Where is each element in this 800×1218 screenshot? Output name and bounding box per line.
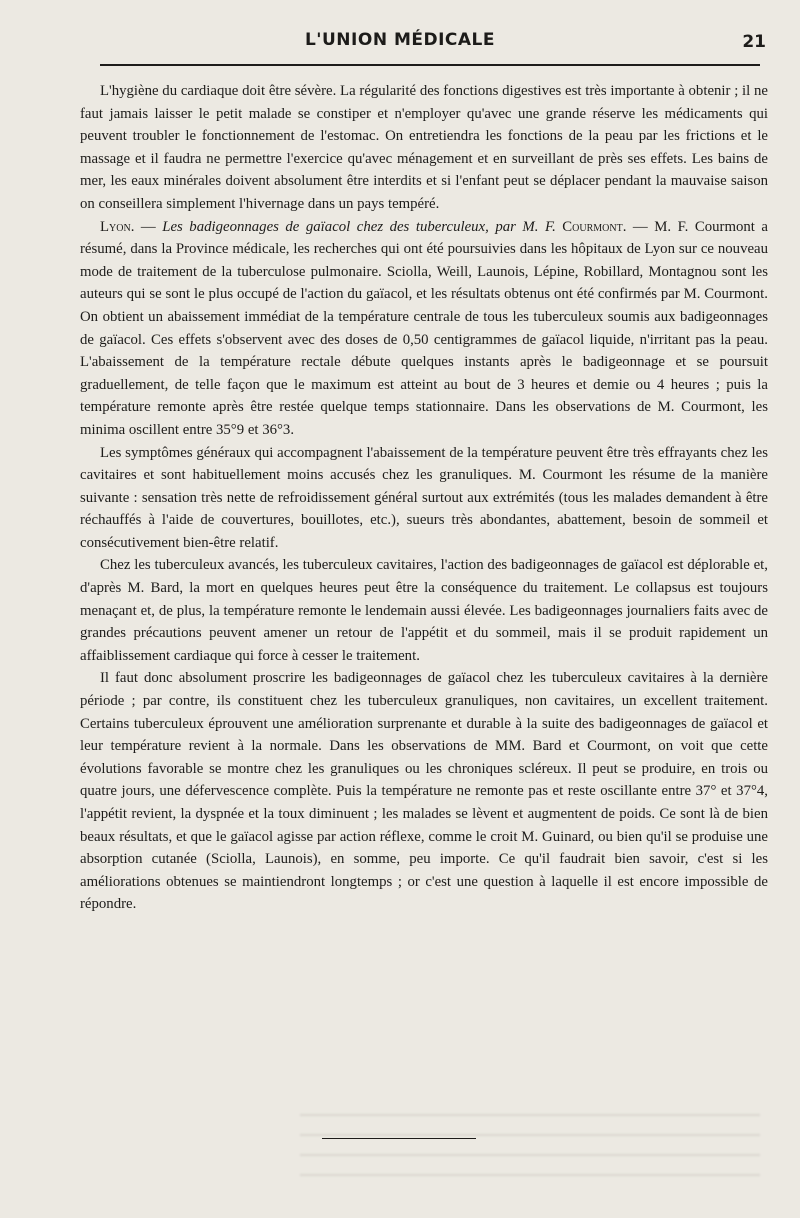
header-rule	[100, 64, 760, 66]
closing-rule	[322, 1138, 476, 1139]
city-heading: Lyon.	[100, 218, 135, 235]
journal-title: L'UNION MÉDICALE	[304, 30, 496, 50]
heading-dash: —	[134, 218, 163, 235]
paragraph-gaiacol-intro	[80, 216, 768, 442]
page-number: 21	[742, 32, 766, 52]
paragraph-conclusion: Il faut donc absolument proscrire les badigeonnages de gaïacol chez les tuberculeux cavitaires à la dernière période ; par contre, ils constituent chez les tuberculeux granuliques, non cavitaires, un excellent traitement. Certains tuberculeux éprouvent une amélioration surprenante et durable à la suite des badigeonnages de gaïacol et leur température revient à la normale. Dans les observations de MM. Bard et Courmont, on voit que cette évolutions favorable se montre chez les granuliques ou les chroniques scléreux. Il peut se produire, en trois ou quatre jours, une défervescence complète. Puis la température ne remonte pas et reste oscillante entre 37° et 37°4, l'appétit revient, la dyspnée et la toux diminuent ; les malades se lèvent et augmentent de poids. Ce sont là de bien beaux résultats, et que le gaïacol agisse par action réflexe, comme le croit M. Guinard, ou bien qu'il se produise une absorption cutanée (Sciolla, Launois), en somme, peu importe. Ce qu'il faudrait bien savoir, c'est si les améliorations obtenues se maintiendront longtemps ; or c'est une question à laquelle il est encore impossible de répondre.	[80, 670, 768, 913]
running-head	[0, 26, 800, 56]
paragraph-advanced-tuberculosis: Chez les tuberculeux avancés, les tuberculeux cavitaires, l'action des badigeonnages de gaïacol est déplorable et, d'après M. Bard, la mort en quelques heures peut être la conséquence du traitement. Le collapsus est toujours menaçant et, de plus, la température remonte le lendemain aussi élevée. Les badigeonnages journaliers faits avec de grandes précautions peuvent amener un retour de l'appétit et du sommeil, mais il se produit rapidement un affaiblissement cardiaque qui force à cesser le traitement.	[80, 557, 768, 664]
paragraph-gaiacol-summary: — M. F. Courmont a résumé, dans la Province médicale, les recherches qui ont été poursuivies dans les hôpitaux de Lyon sur ce nouveau mode de traitement de la tuberculose pulmonaire. Sciolla, Weill, Launois, Lépine, Robillard, Montagnou sont les auteurs qui se sont le plus occupé de l'action du gaïacol, et les résultats obtenus ont été confirmés par M. Courmont. On obtient un abaissement immédiat de la température centrale de tous les tuberculeux soumis aux badigeonnages de gaïacol. Ces effets s'observent avec des doses de 0,50 centigrammes de gaïacol liquide, n'irritant pas la peau. L'abaissement de la température rectale débute quelques instants après le badigeonnage et se poursuit graduellement, de telle façon que le maximum est atteint au bout de 3 heures et demie ou 4 heures ; puis la température remonte après être restée quelque temps stationnaire. Dans les observations de M. Courmont, les minima oscillent entre 35°9 et 36°3.	[80, 218, 768, 438]
article-author: Courmont.	[555, 218, 627, 235]
show-through-text	[300, 1100, 760, 1180]
paragraph-general-symptoms: Les symptômes généraux qui accompagnent l'abaissement de la température peuvent être très effrayants chez les cavitaires et sont habituellement moins accusés chez les granuliques. M. Courmont les résume de la manière suivante : sensation très nette de refroidissement général surtout aux extrémités (tous les malades demandent à être réchauffés à l'aide de couvertures, bouillotes, etc.), sueurs très abondantes, abattement, besoin de sommeil et consécutivement bien-être relatif.	[80, 444, 768, 551]
article-title: Les badigeonnages de gaïacol chez des tuberculeux, par M. F.	[162, 218, 556, 235]
article-body	[80, 80, 768, 916]
paragraph-cardiac-hygiene: L'hygiène du cardiaque doit être sévère. La régularité des fonctions digestives est très importante à obtenir ; il ne faut jamais laisser le petit malade se constiper et n'employer qu'avec une grande réserve les médicaments qui peuvent troubler le fonctionnement de l'estomac. On entretiendra les fonctions de la peau par les frictions et le massage et il faudra ne permettre l'exercice qu'avec ménagement et en surveillant de près ses effets. Les bains de mer, les eaux minérales doivent absolument être interdits et si l'enfant peut se déplacer pendant la mauvaise saison on conseillera simplement l'hivernage dans un pays tempéré.	[80, 83, 768, 212]
